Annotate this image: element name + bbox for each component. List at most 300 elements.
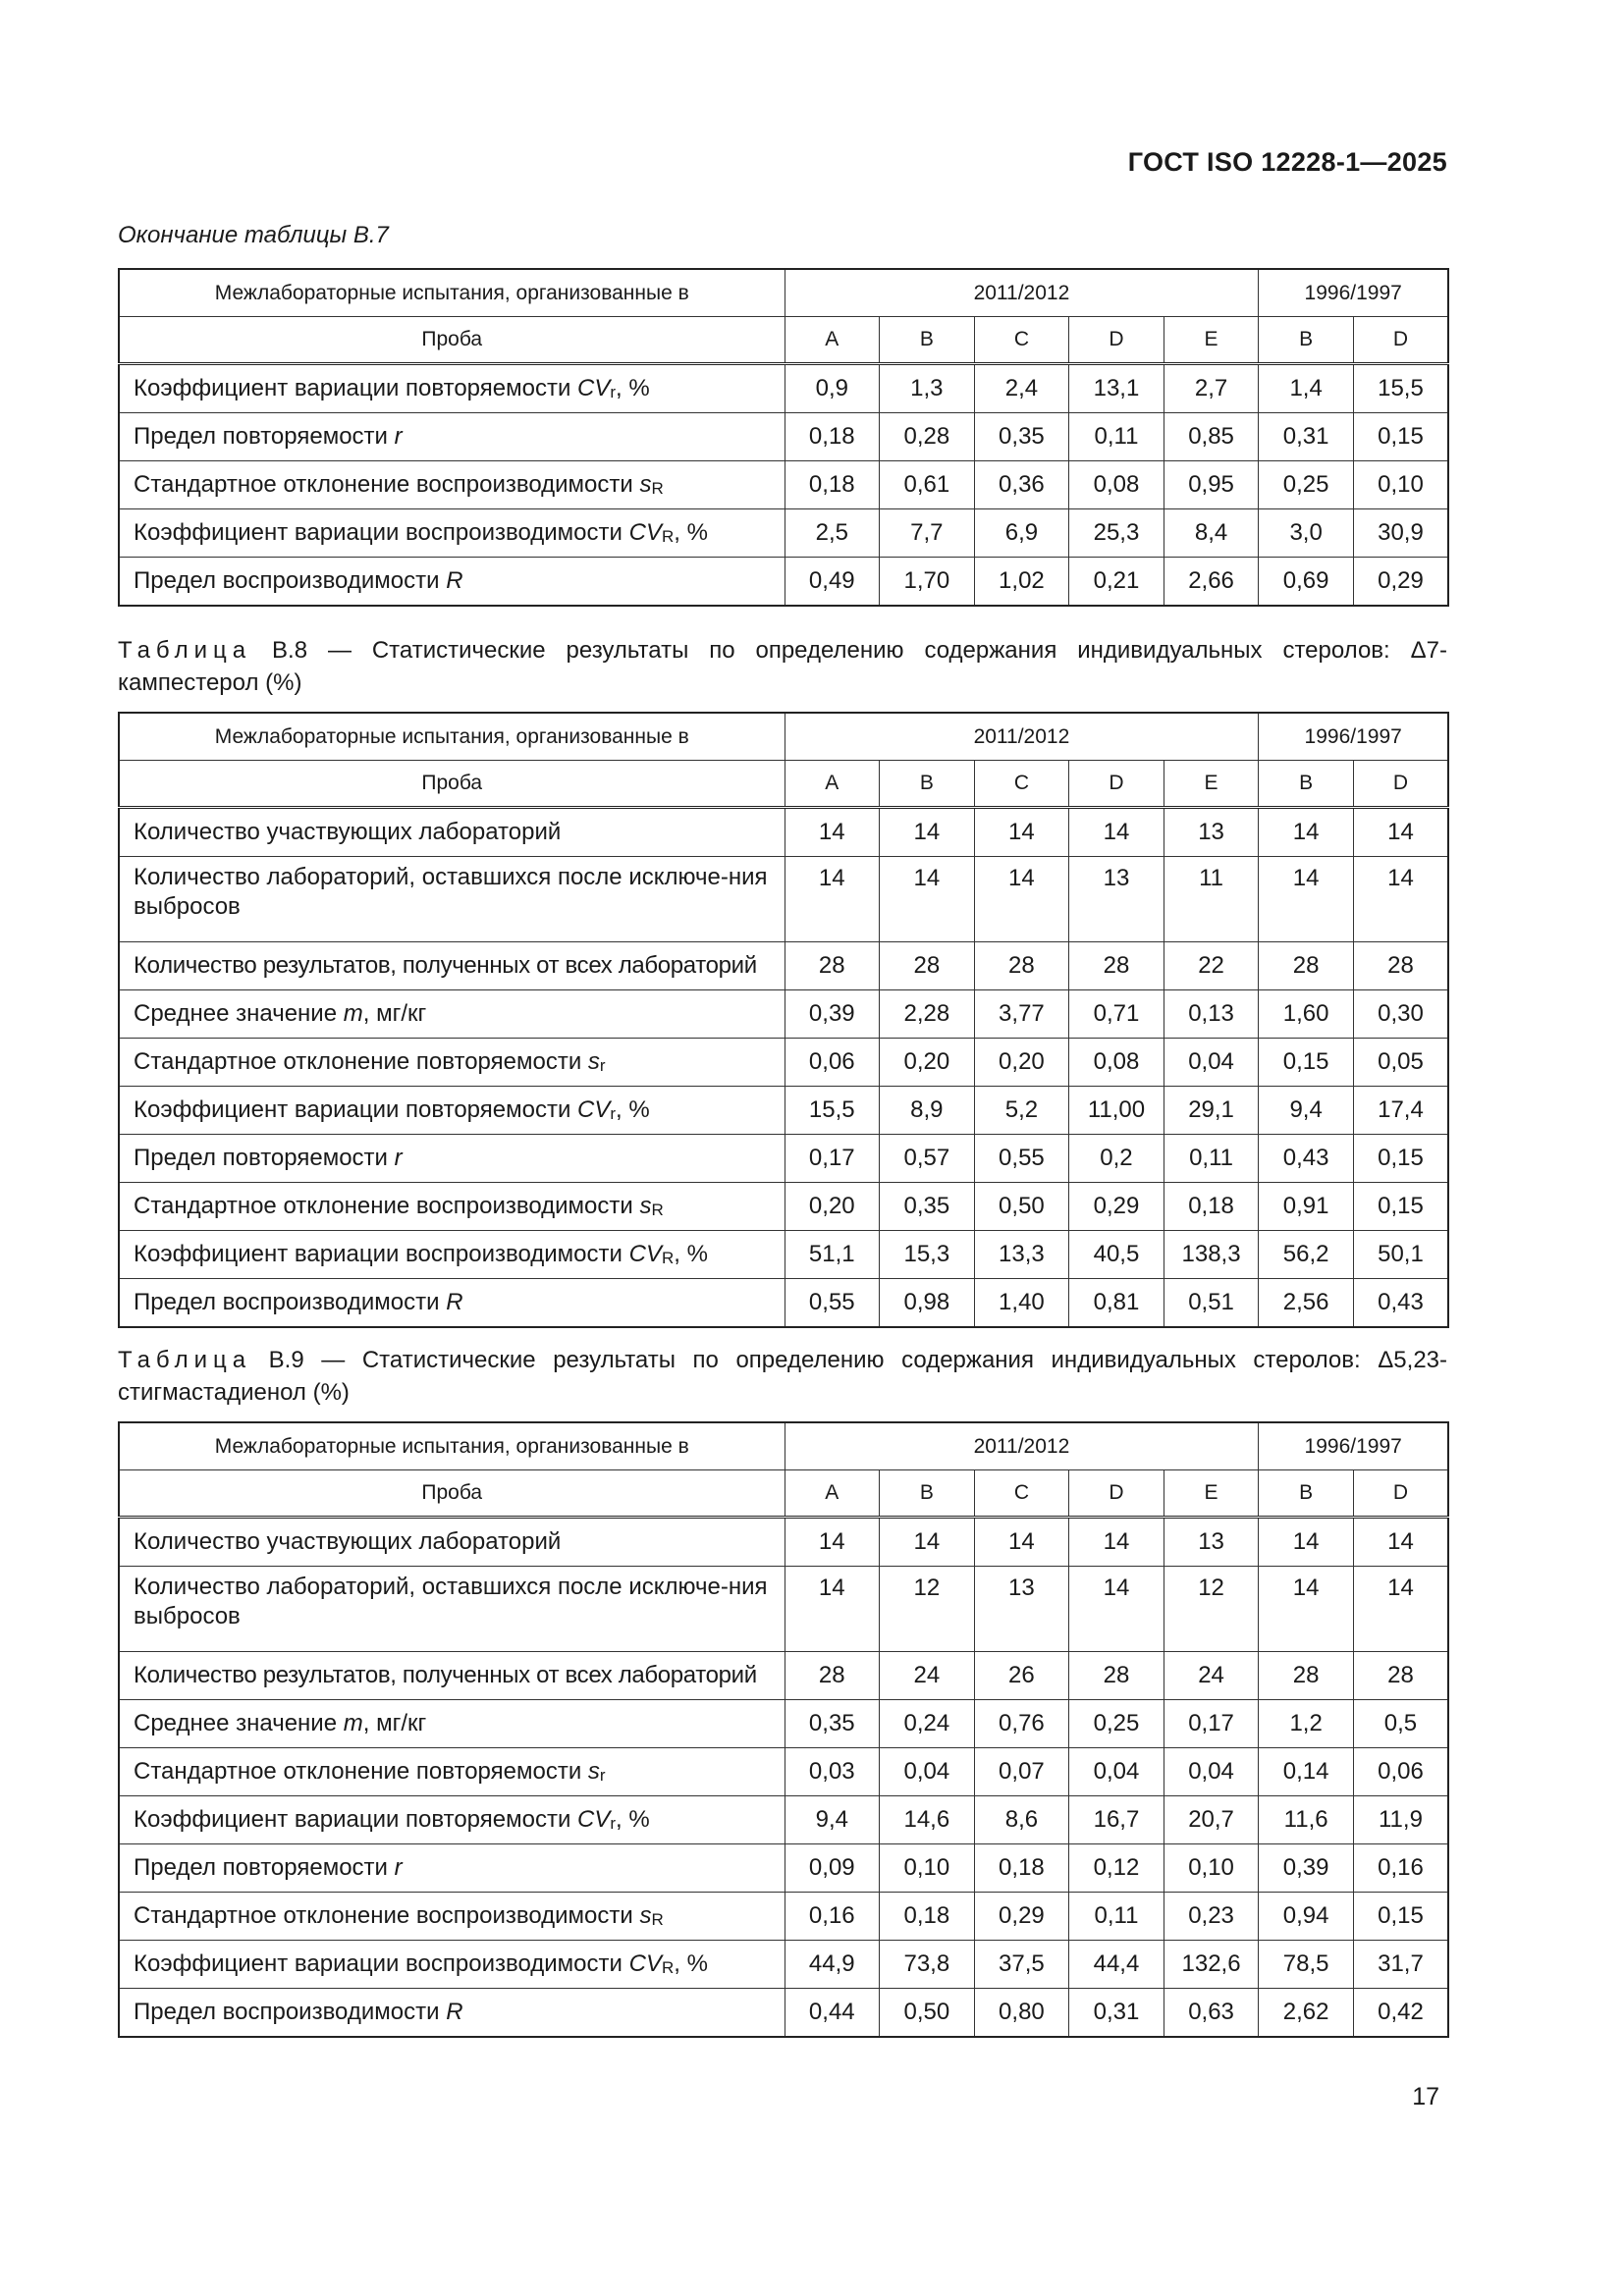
row-label (119, 1893, 785, 1941)
row-symbol: r (394, 1854, 403, 1881)
value-cell: 1,40 (974, 1279, 1069, 1328)
row-label-suffix: , мг/кг (362, 1710, 427, 1736)
value-cell: 14 (880, 1518, 975, 1567)
value-cell: 0,95 (1164, 461, 1259, 509)
row-symbol-subscript: R (651, 1910, 664, 1929)
value-cell: 28 (974, 942, 1069, 990)
value-cell: 14 (1259, 808, 1354, 857)
value-cell: 2,56 (1259, 1279, 1354, 1328)
value-cell: 31,7 (1353, 1941, 1448, 1989)
table-row (119, 1567, 1448, 1652)
row-label (119, 1135, 785, 1183)
sample-e: E (1164, 761, 1259, 808)
value-cell: 0,91 (1259, 1183, 1354, 1231)
value-cell: 14 (1069, 1518, 1164, 1567)
value-cell: 0,17 (785, 1135, 880, 1183)
value-cell: 0,29 (974, 1893, 1069, 1941)
row-label-text: Количество результатов, полученных от всех лабораторий (134, 952, 757, 979)
value-cell: 73,8 (880, 1941, 975, 1989)
value-cell: 0,03 (785, 1748, 880, 1796)
row-label (119, 808, 785, 857)
value-cell: 24 (880, 1652, 975, 1700)
row-label (119, 509, 785, 558)
value-cell: 0,31 (1069, 1989, 1164, 2038)
value-cell: 2,5 (785, 509, 880, 558)
row-label (119, 1700, 785, 1748)
value-cell: 29,1 (1164, 1087, 1259, 1135)
row-label (119, 1941, 785, 1989)
table-row (119, 1518, 1448, 1567)
value-cell: 28 (1353, 1652, 1448, 1700)
value-cell: 28 (1259, 942, 1354, 990)
row-label-text: Стандартное отклонение воспроизводимости (134, 1193, 640, 1219)
row-label-suffix: , % (616, 375, 650, 401)
value-cell: 14 (1069, 1567, 1164, 1652)
table-row (119, 808, 1448, 857)
table-row (119, 1989, 1448, 2038)
row-symbol: R (446, 567, 463, 594)
period-2011-2012: 2011/2012 (785, 1422, 1259, 1470)
value-cell: 7,7 (880, 509, 975, 558)
value-cell: 0,43 (1353, 1279, 1448, 1328)
row-symbol-subscript: R (651, 479, 664, 498)
table-b7-section (118, 222, 1447, 607)
sample-label: Проба (119, 317, 785, 364)
row-label-suffix: , % (616, 1096, 650, 1123)
value-cell: 9,4 (785, 1796, 880, 1844)
value-cell: 0,35 (785, 1700, 880, 1748)
period-1996-1997: 1996/1997 (1259, 269, 1448, 317)
row-label (119, 1231, 785, 1279)
row-label-text: Коэффициент вариации воспроизводимости (134, 1241, 629, 1267)
value-cell: 37,5 (974, 1941, 1069, 1989)
row-label-suffix: , мг/кг (362, 1000, 427, 1027)
row-label-text: Коэффициент вариации воспроизводимости (134, 1950, 629, 1977)
value-cell: 0,04 (880, 1748, 975, 1796)
value-cell: 28 (785, 1652, 880, 1700)
value-cell: 0,20 (880, 1039, 975, 1087)
value-cell: 14 (1353, 808, 1448, 857)
value-cell: 0,13 (1164, 990, 1259, 1039)
value-cell: 0,85 (1164, 413, 1259, 461)
value-cell: 1,4 (1259, 364, 1354, 413)
row-symbol: s (639, 1193, 652, 1219)
row-label-suffix: , % (616, 1806, 650, 1833)
value-cell: 0,98 (880, 1279, 975, 1328)
sample-label: Проба (119, 761, 785, 808)
value-cell: 0,15 (1353, 1183, 1448, 1231)
value-cell: 0,11 (1069, 1893, 1164, 1941)
value-cell: 0,5 (1353, 1700, 1448, 1748)
sample-a: A (785, 317, 880, 364)
caption-text: В.9 — Статистические результаты по определению содержания индивидуальных стеролов: Δ5,23-стигмастадиенол (%) (118, 1347, 1447, 1406)
row-label-text: Стандартное отклонение повторяемости (134, 1758, 588, 1785)
value-cell: 78,5 (1259, 1941, 1354, 1989)
value-cell: 28 (1259, 1652, 1354, 1700)
value-cell: 0,35 (974, 413, 1069, 461)
value-cell: 0,06 (785, 1039, 880, 1087)
value-cell: 1,60 (1259, 990, 1354, 1039)
table-row (119, 1135, 1448, 1183)
sample-c: C (974, 317, 1069, 364)
row-symbol-subscript: r (599, 1766, 606, 1785)
row-label-text: Предел воспроизводимости (134, 1289, 447, 1315)
value-cell: 13,3 (974, 1231, 1069, 1279)
value-cell: 15,3 (880, 1231, 975, 1279)
sample-e: E (1164, 317, 1259, 364)
sample-a: A (785, 1470, 880, 1518)
sample-d: D (1069, 761, 1164, 808)
row-symbol: m (343, 1000, 363, 1027)
value-cell: 0,23 (1164, 1893, 1259, 1941)
row-label-text: Предел воспроизводимости (134, 1999, 447, 2025)
table-row (119, 857, 1448, 942)
value-cell: 0,49 (785, 558, 880, 607)
value-cell: 0,28 (880, 413, 975, 461)
table-row (119, 1231, 1448, 1279)
sample-b-1996: B (1259, 317, 1354, 364)
period-1996-1997: 1996/1997 (1259, 713, 1448, 761)
value-cell: 11 (1164, 857, 1259, 942)
row-symbol: s (587, 1758, 600, 1785)
row-label (119, 1748, 785, 1796)
value-cell: 14 (1353, 1567, 1448, 1652)
value-cell: 0,50 (880, 1989, 975, 2038)
value-cell: 14 (785, 1567, 880, 1652)
row-label-text: Коэффициент вариации повторяемости (134, 375, 578, 401)
value-cell: 0,16 (1353, 1844, 1448, 1893)
table-row (119, 413, 1448, 461)
value-cell: 0,10 (1164, 1844, 1259, 1893)
table-row (119, 942, 1448, 990)
value-cell: 44,9 (785, 1941, 880, 1989)
value-cell: 50,1 (1353, 1231, 1448, 1279)
table-row (119, 461, 1448, 509)
row-symbol-subscript: r (599, 1056, 606, 1075)
value-cell: 0,17 (1164, 1700, 1259, 1748)
value-cell: 0,80 (974, 1989, 1069, 2038)
value-cell: 0,43 (1259, 1135, 1354, 1183)
value-cell: 20,7 (1164, 1796, 1259, 1844)
value-cell: 44,4 (1069, 1941, 1164, 1989)
sample-header-row (119, 1470, 1448, 1518)
caption-text: В.8 — Статистические результаты по определению содержания индивидуальных стеролов: Δ7-кампестерол (%) (118, 637, 1447, 696)
sample-e: E (1164, 1470, 1259, 1518)
row-label (119, 990, 785, 1039)
row-symbol-subscript: r (610, 383, 617, 401)
value-cell: 0,9 (785, 364, 880, 413)
value-cell: 0,20 (974, 1039, 1069, 1087)
sample-label: Проба (119, 1470, 785, 1518)
value-cell: 14 (785, 808, 880, 857)
value-cell: 1,02 (974, 558, 1069, 607)
value-cell: 22 (1164, 942, 1259, 990)
value-cell: 14,6 (880, 1796, 975, 1844)
value-cell: 8,9 (880, 1087, 975, 1135)
row-label-text: Среднее значение (134, 1000, 344, 1027)
row-label-text: Среднее значение (134, 1710, 344, 1736)
value-cell: 15,5 (785, 1087, 880, 1135)
row-symbol: r (394, 1145, 403, 1171)
table-row (119, 1796, 1448, 1844)
table-b7 (118, 268, 1449, 607)
value-cell: 11,00 (1069, 1087, 1164, 1135)
value-cell: 3,0 (1259, 509, 1354, 558)
value-cell: 13 (1164, 808, 1259, 857)
row-label-text: Количество лабораторий, оставшихся после исключе-ния выбросов (134, 864, 768, 920)
value-cell: 0,10 (1353, 461, 1448, 509)
sample-b-1996: B (1259, 1470, 1354, 1518)
table-row (119, 1748, 1448, 1796)
table-row (119, 558, 1448, 607)
value-cell: 1,3 (880, 364, 975, 413)
row-label (119, 461, 785, 509)
value-cell: 0,76 (974, 1700, 1069, 1748)
value-cell: 0,29 (1353, 558, 1448, 607)
sample-c: C (974, 761, 1069, 808)
value-cell: 0,15 (1259, 1039, 1354, 1087)
row-label (119, 1652, 785, 1700)
value-cell: 0,10 (880, 1844, 975, 1893)
row-symbol-subscript: R (661, 527, 675, 546)
row-symbol: CV (577, 1096, 611, 1123)
value-cell: 14 (1259, 857, 1354, 942)
row-label (119, 558, 785, 607)
sample-d: D (1069, 317, 1164, 364)
period-2011-2012: 2011/2012 (785, 269, 1259, 317)
value-cell: 2,28 (880, 990, 975, 1039)
sample-b: B (880, 1470, 975, 1518)
value-cell: 0,35 (880, 1183, 975, 1231)
value-cell: 14 (785, 857, 880, 942)
row-symbol-subscript: R (651, 1201, 664, 1219)
row-label (119, 1183, 785, 1231)
row-label (119, 1087, 785, 1135)
table-row (119, 1893, 1448, 1941)
row-symbol-subscript: r (610, 1104, 617, 1123)
value-cell: 8,6 (974, 1796, 1069, 1844)
table-b7-caption: Окончание таблицы В.7 (118, 222, 389, 248)
value-cell: 0,08 (1069, 461, 1164, 509)
value-cell: 14 (974, 1518, 1069, 1567)
page-number: 17 (1412, 2083, 1439, 2110)
value-cell: 0,69 (1259, 558, 1354, 607)
row-label-text: Количество участвующих лабораторий (134, 819, 562, 845)
value-cell: 0,20 (785, 1183, 880, 1231)
sample-d-1996: D (1353, 1470, 1448, 1518)
value-cell: 14 (1259, 1567, 1354, 1652)
row-symbol: R (446, 1999, 463, 2025)
value-cell: 6,9 (974, 509, 1069, 558)
table-row (119, 1087, 1448, 1135)
row-symbol: CV (628, 1241, 662, 1267)
value-cell: 13 (1069, 857, 1164, 942)
row-label (119, 1989, 785, 2038)
caption-lead: Таблица (118, 637, 252, 664)
table-b9 (118, 1421, 1449, 2038)
value-cell: 0,04 (1164, 1748, 1259, 1796)
value-cell: 0,81 (1069, 1279, 1164, 1328)
value-cell: 0,25 (1259, 461, 1354, 509)
table-b8 (118, 712, 1449, 1328)
row-label-text: Стандартное отклонение повторяемости (134, 1048, 588, 1075)
value-cell: 0,61 (880, 461, 975, 509)
value-cell: 14 (785, 1518, 880, 1567)
value-cell: 28 (880, 942, 975, 990)
value-cell: 0,2 (1069, 1135, 1164, 1183)
table-row (119, 1039, 1448, 1087)
row-label (119, 1844, 785, 1893)
value-cell: 0,31 (1259, 413, 1354, 461)
value-cell: 11,6 (1259, 1796, 1354, 1844)
value-cell: 51,1 (785, 1231, 880, 1279)
value-cell: 14 (1353, 1518, 1448, 1567)
value-cell: 14 (974, 857, 1069, 942)
row-symbol: CV (577, 1806, 611, 1833)
row-symbol-subscript: R (661, 1958, 675, 1977)
value-cell: 3,77 (974, 990, 1069, 1039)
table-b9-caption (118, 1344, 1447, 1409)
value-cell: 2,7 (1164, 364, 1259, 413)
table-row (119, 1941, 1448, 1989)
row-label (119, 413, 785, 461)
sample-b: B (880, 761, 975, 808)
value-cell: 14 (1353, 857, 1448, 942)
row-label-text: Предел повторяемости (134, 1145, 395, 1171)
row-label-suffix: , % (674, 1950, 708, 1977)
value-cell: 30,9 (1353, 509, 1448, 558)
period-2011-2012: 2011/2012 (785, 713, 1259, 761)
value-cell: 0,06 (1353, 1748, 1448, 1796)
value-cell: 0,18 (785, 461, 880, 509)
row-label (119, 1279, 785, 1328)
value-cell: 28 (785, 942, 880, 990)
row-label-text: Количество результатов, полученных от всех лабораторий (134, 1662, 757, 1688)
value-cell: 14 (1259, 1518, 1354, 1567)
value-cell: 0,29 (1069, 1183, 1164, 1231)
row-symbol-subscript: R (661, 1249, 675, 1267)
row-label-text: Предел повторяемости (134, 423, 395, 450)
sample-b-1996: B (1259, 761, 1354, 808)
value-cell: 0,14 (1259, 1748, 1354, 1796)
row-label-text: Количество участвующих лабораторий (134, 1528, 562, 1555)
row-symbol: CV (628, 1950, 662, 1977)
row-symbol: m (343, 1710, 363, 1736)
value-cell: 17,4 (1353, 1087, 1448, 1135)
row-label-text: Коэффициент вариации повторяемости (134, 1806, 578, 1833)
value-cell: 24 (1164, 1652, 1259, 1700)
row-symbol: s (587, 1048, 600, 1075)
value-cell: 2,4 (974, 364, 1069, 413)
value-cell: 0,18 (880, 1893, 975, 1941)
sample-a: A (785, 761, 880, 808)
row-label-text: Стандартное отклонение воспроизводимости (134, 471, 640, 498)
row-symbol: s (639, 1902, 652, 1929)
value-cell: 0,07 (974, 1748, 1069, 1796)
row-label (119, 1796, 785, 1844)
value-cell: 28 (1069, 942, 1164, 990)
value-cell: 28 (1069, 1652, 1164, 1700)
row-label (119, 1039, 785, 1087)
value-cell: 25,3 (1069, 509, 1164, 558)
table-b9-section (118, 1344, 1447, 2038)
value-cell: 12 (1164, 1567, 1259, 1652)
value-cell: 5,2 (974, 1087, 1069, 1135)
row-label (119, 364, 785, 413)
value-cell: 14 (974, 808, 1069, 857)
value-cell: 0,05 (1353, 1039, 1448, 1087)
value-cell: 138,3 (1164, 1231, 1259, 1279)
period-header-row (119, 713, 1448, 761)
value-cell: 8,4 (1164, 509, 1259, 558)
sample-b: B (880, 317, 975, 364)
value-cell: 13,1 (1069, 364, 1164, 413)
value-cell: 0,39 (1259, 1844, 1354, 1893)
row-label-text: Коэффициент вариации повторяемости (134, 1096, 578, 1123)
row-label (119, 857, 785, 942)
sample-header-row (119, 761, 1448, 808)
row-label-text: Стандартное отклонение воспроизводимости (134, 1902, 640, 1929)
value-cell: 0,57 (880, 1135, 975, 1183)
value-cell: 0,15 (1353, 413, 1448, 461)
sample-header-row (119, 317, 1448, 364)
value-cell: 0,55 (974, 1135, 1069, 1183)
table-row (119, 1700, 1448, 1748)
value-cell: 40,5 (1069, 1231, 1164, 1279)
value-cell: 0,50 (974, 1183, 1069, 1231)
value-cell: 0,11 (1164, 1135, 1259, 1183)
value-cell: 2,66 (1164, 558, 1259, 607)
sample-d-1996: D (1353, 317, 1448, 364)
row-symbol: s (639, 471, 652, 498)
value-cell: 1,70 (880, 558, 975, 607)
value-cell: 2,62 (1259, 1989, 1354, 2038)
table-b8-caption (118, 634, 1447, 699)
value-cell: 26 (974, 1652, 1069, 1700)
value-cell: 0,21 (1069, 558, 1164, 607)
row-label-text: Предел воспроизводимости (134, 567, 447, 594)
row-symbol: CV (628, 519, 662, 546)
row-symbol: R (446, 1289, 463, 1315)
row-symbol-subscript: r (610, 1814, 617, 1833)
value-cell: 0,36 (974, 461, 1069, 509)
row-symbol: r (394, 423, 403, 450)
row-label-suffix: , % (674, 1241, 708, 1267)
value-cell: 0,94 (1259, 1893, 1354, 1941)
period-header-row (119, 269, 1448, 317)
value-cell: 28 (1353, 942, 1448, 990)
sample-d: D (1069, 1470, 1164, 1518)
row-label (119, 1567, 785, 1652)
value-cell: 56,2 (1259, 1231, 1354, 1279)
value-cell: 14 (1069, 808, 1164, 857)
row-label-text: Предел повторяемости (134, 1854, 395, 1881)
value-cell: 0,18 (785, 413, 880, 461)
value-cell: 0,11 (1069, 413, 1164, 461)
value-cell: 0,12 (1069, 1844, 1164, 1893)
value-cell: 13 (974, 1567, 1069, 1652)
sample-c: C (974, 1470, 1069, 1518)
caption-lead: Таблица (118, 1347, 252, 1373)
value-cell: 16,7 (1069, 1796, 1164, 1844)
row-label-text: Коэффициент вариации воспроизводимости (134, 519, 629, 546)
table-row (119, 364, 1448, 413)
table-row (119, 1652, 1448, 1700)
table-row (119, 509, 1448, 558)
value-cell: 0,30 (1353, 990, 1448, 1039)
value-cell: 13 (1164, 1518, 1259, 1567)
table-row (119, 1844, 1448, 1893)
